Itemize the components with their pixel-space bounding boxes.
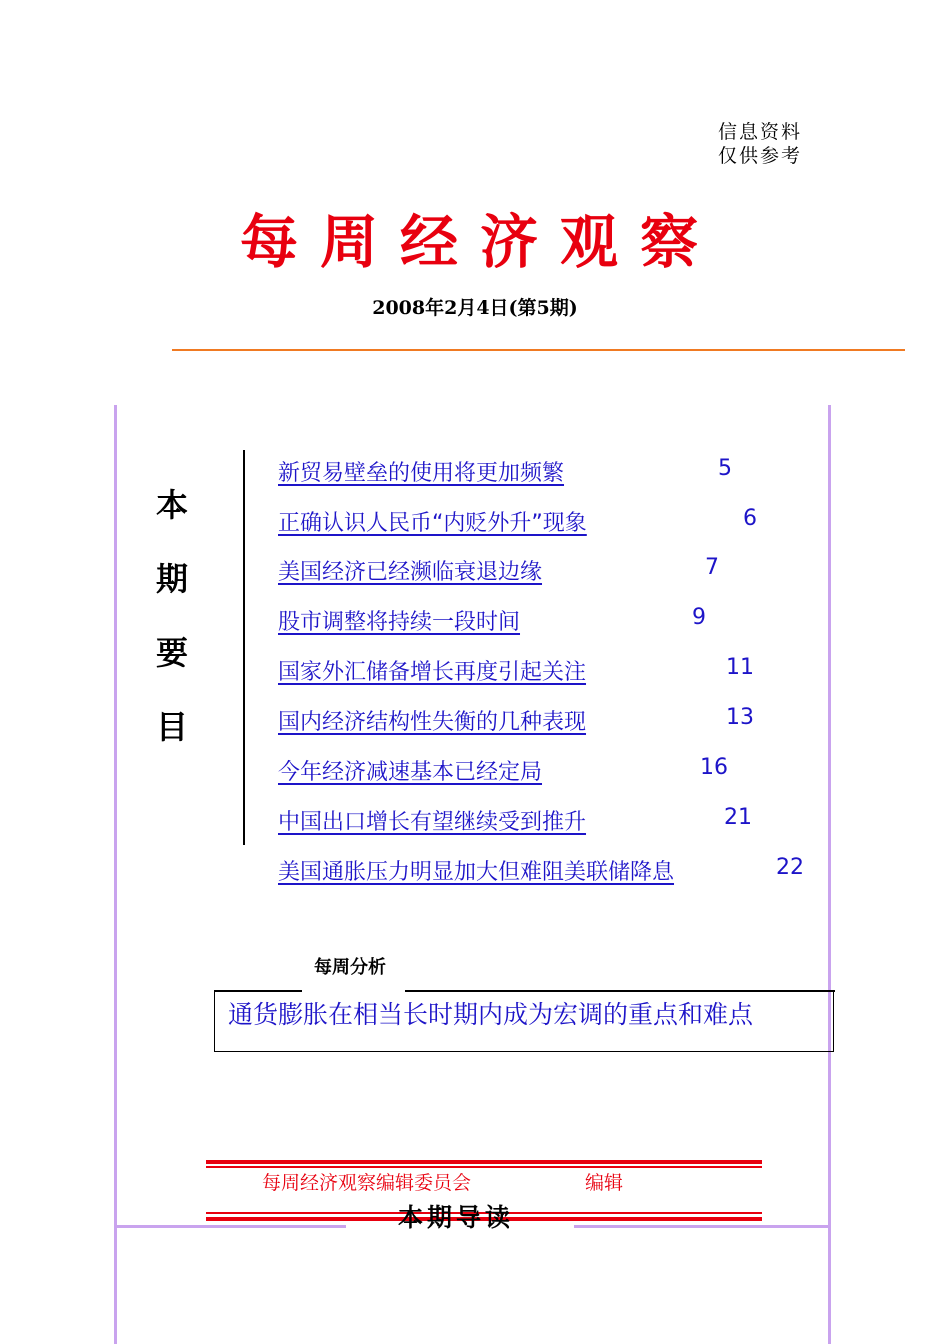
toc-link[interactable] bbox=[278, 655, 586, 685]
toc-link[interactable] bbox=[278, 755, 542, 785]
toc-link[interactable] bbox=[278, 855, 674, 885]
toc-link-title: 正确认识人民币“内贬外升”现象 bbox=[278, 511, 587, 536]
page-title: 每周经济观察 bbox=[239, 208, 720, 276]
toc-page-number: 9 bbox=[692, 605, 706, 630]
toc-link-title: 美国经济已经濒临衰退边缘 bbox=[278, 560, 543, 585]
toc-page-number: 21 bbox=[724, 805, 752, 830]
toc-link-title: 今年经济减速基本已经定局 bbox=[278, 760, 543, 785]
toc-link[interactable] bbox=[278, 555, 542, 585]
frame-bottom-line-left bbox=[114, 1225, 346, 1228]
notice-line-1: 信息资料 bbox=[718, 121, 803, 143]
toc-page-number: 6 bbox=[743, 506, 757, 531]
toc-page-number: 22 bbox=[776, 855, 804, 880]
toc-heading-char: 期 bbox=[155, 560, 188, 598]
issue-guide-heading: 本期导读 bbox=[398, 1203, 515, 1232]
frame-right-line bbox=[828, 405, 831, 1344]
toc-link[interactable] bbox=[278, 705, 586, 735]
toc-link[interactable] bbox=[278, 605, 520, 635]
frame-bottom-line-right bbox=[574, 1225, 831, 1228]
header-divider bbox=[172, 349, 905, 351]
weekly-analysis-label: 每周分析 bbox=[314, 957, 386, 978]
footer-red-bar-top bbox=[206, 1160, 762, 1164]
toc-link-title: 国内经济结构性失衡的几种表现 bbox=[278, 710, 587, 735]
toc-page-number: 11 bbox=[726, 655, 754, 680]
toc-link-title: 美国通胀压力明显加大但难阻美联储降息 bbox=[278, 860, 675, 885]
toc-link[interactable] bbox=[278, 805, 586, 835]
toc-link-title: 新贸易壁垒的使用将更加频繁 bbox=[278, 461, 565, 486]
analysis-box-top-right bbox=[405, 990, 835, 992]
notice bbox=[718, 120, 802, 168]
notice-line-2: 仅供参考 bbox=[718, 145, 803, 167]
toc-heading-char: 目 bbox=[155, 708, 188, 746]
toc-heading-char: 要 bbox=[155, 634, 188, 672]
analysis-box-top-left bbox=[214, 990, 302, 992]
toc-page-number: 5 bbox=[718, 456, 732, 481]
editorial-board: 每周经济观察编辑委员会 bbox=[262, 1172, 472, 1194]
toc-heading bbox=[152, 468, 192, 764]
toc-page-number: 16 bbox=[700, 755, 728, 780]
toc-page-number: 7 bbox=[705, 555, 719, 580]
toc-page-number: 13 bbox=[726, 705, 754, 730]
editor-role: 编辑 bbox=[585, 1172, 624, 1194]
frame-left-line bbox=[114, 405, 117, 1344]
toc-link-title: 国家外汇储备增长再度引起关注 bbox=[278, 660, 587, 685]
toc-link[interactable] bbox=[278, 456, 564, 486]
analysis-headline: 通货膨胀在相当长时期内成为宏调的重点和难点 bbox=[228, 1000, 754, 1029]
toc-link[interactable] bbox=[278, 506, 587, 536]
toc-heading-char: 本 bbox=[155, 486, 188, 524]
toc-divider bbox=[243, 450, 245, 845]
toc-link-title: 股市调整将持续一段时间 bbox=[278, 610, 521, 635]
toc-link-title: 中国出口增长有望继续受到推升 bbox=[278, 810, 587, 835]
issue-date: 2008年2月4日(第5期) bbox=[372, 297, 578, 319]
